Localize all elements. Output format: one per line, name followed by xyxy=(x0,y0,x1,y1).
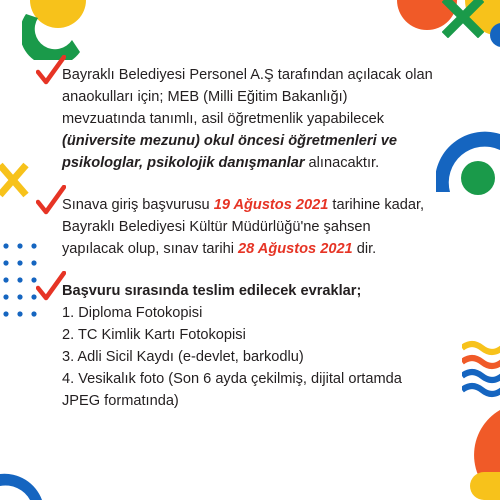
section-application xyxy=(62,194,457,260)
documents-heading: Başvuru sırasında teslim edilecek evraklar; xyxy=(62,283,362,299)
list-item: JPEG formatında) xyxy=(62,393,179,409)
requirements-line-2: anaokulları için; MEB (Milli Eğitim Bakanlığı) xyxy=(62,89,348,105)
announcement-content xyxy=(62,64,457,432)
green-circle-shape xyxy=(460,160,500,196)
green-cross-shape xyxy=(442,0,484,38)
requirements-bold-line-5: psikologlar, psikolojik danışmanlar xyxy=(62,155,305,171)
checkmark-icon xyxy=(36,55,66,85)
list-item: 1. Diploma Fotokopisi xyxy=(62,305,203,321)
application-deadline-date: 19 Ağustos 2021 xyxy=(213,197,329,213)
wave-stripes-shape xyxy=(462,340,500,402)
list-item: 3. Adli Sicil Kaydı (e-devlet, barkodlu) xyxy=(62,349,304,365)
blue-circle-shape xyxy=(488,22,500,48)
requirements-bold-line-4: (üniversite mezunu) okul öncesi öğretmenleri ve xyxy=(62,133,397,149)
bottom-left-blue-arc-shape xyxy=(0,470,46,500)
requirements-line-1: Bayraklı Belediyesi Personel A.Ş tarafından açılacak olan xyxy=(62,67,433,83)
checkmark-icon xyxy=(36,185,66,215)
blue-dots-grid-shape xyxy=(0,242,40,332)
requirements-line-5 xyxy=(62,152,457,174)
documents-list xyxy=(62,302,457,412)
application-text: dir. xyxy=(352,241,377,257)
green-yellow-arc-shape xyxy=(22,0,92,60)
list-item: 2. TC Kimlik Kartı Fotokopisi xyxy=(62,327,246,343)
list-item: 4. Vesikalık foto (Son 6 ayda çekilmiş, dijital ortamda xyxy=(62,371,402,387)
application-text: yapılacak olup, sınav tarihi xyxy=(62,241,239,257)
yellow-cross-shape xyxy=(0,160,30,200)
application-line-2: Bayraklı Belediyesi Kültür Müdürlüğü'ne şahsen xyxy=(62,219,371,235)
requirements-line-3: mevzuatında tanımlı, asil öğretmenlik yapabilecek xyxy=(62,111,385,127)
checkmark-icon xyxy=(36,271,66,301)
application-text: tarihine kadar, xyxy=(328,197,425,213)
section-documents xyxy=(62,280,457,412)
application-line-1 xyxy=(62,194,457,216)
section-requirements xyxy=(62,64,457,174)
exam-date: 28 Ağustos 2021 xyxy=(238,241,353,257)
application-line-3 xyxy=(62,238,457,260)
application-text: Sınava giriş başvurusu xyxy=(62,197,214,213)
requirements-tail: alınacaktır. xyxy=(304,155,380,171)
